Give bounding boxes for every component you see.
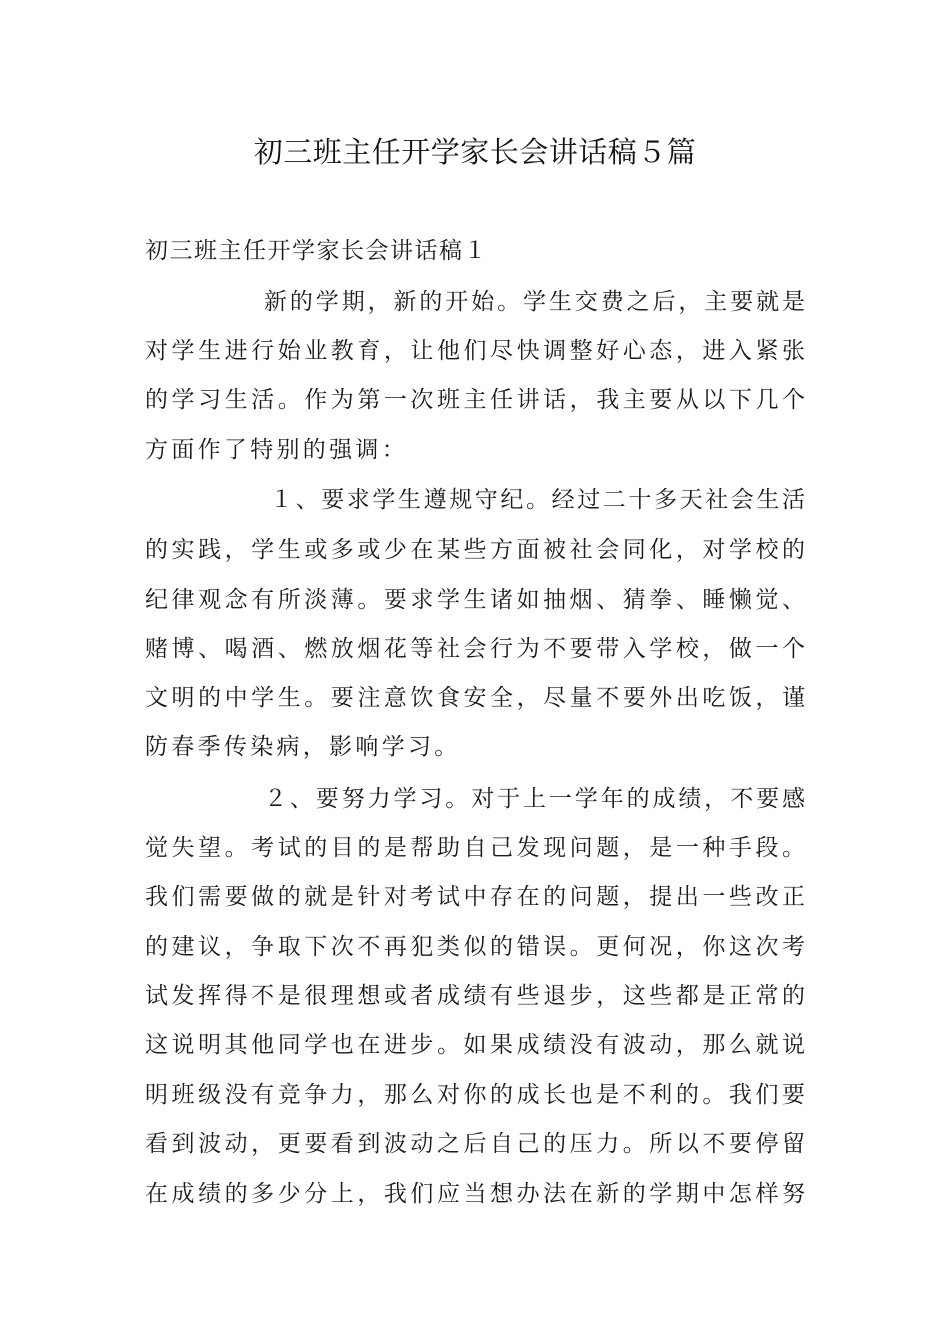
paragraph-line: 的实践，学生或多或少在某些方面被社会同化，对学校的	[145, 537, 805, 563]
paragraph-line: 觉失望。考试的目的是帮助自己发现问题，是一种手段。	[145, 835, 805, 861]
paragraph-line: 在成绩的多少分上，我们应当想办法在新的学期中怎样努	[145, 1181, 805, 1207]
paragraph-line: 文明的中学生。要注意饮食安全，尽量不要外出吃饭，谨	[145, 685, 805, 711]
paragraph-line: 纪律观念有所淡薄。要求学生诸如抽烟、猜拳、睡懒觉、	[145, 587, 805, 613]
document-title: 初三班主任开学家长会讲话稿５篇	[253, 135, 697, 169]
paragraph-line: 新的学期，新的开始。学生交费之后，主要就是	[264, 289, 805, 315]
paragraph-line: 赌博、喝酒、燃放烟花等社会行为不要带入学校，做一个	[145, 636, 805, 662]
paragraph-line: 我们需要做的就是针对考试中存在的问题，提出一些改正	[145, 884, 805, 910]
paragraph-line: 对学生进行始业教育，让他们尽快调整好心态，进入紧张	[145, 338, 805, 364]
paragraph-line: ２、要努力学习。对于上一学年的成绩，不要感	[264, 786, 805, 812]
paragraph-line: １、要求学生遵规守纪。经过二十多天社会生活	[270, 487, 805, 513]
paragraph-line: 防春季传染病，影响学习。	[145, 734, 461, 760]
paragraph-line: 明班级没有竞争力，那么对你的成长也是不利的。我们要	[145, 1082, 805, 1108]
paragraph-line: 方面作了特别的强调：	[145, 437, 408, 463]
section-heading: 初三班主任开学家长会讲话稿１	[145, 238, 488, 264]
paragraph-line: 看到波动，更要看到波动之后自己的压力。所以不要停留	[145, 1131, 805, 1157]
paragraph-line: 的学习生活。作为第一次班主任讲话，我主要从以下几个	[145, 387, 805, 413]
paragraph-line: 的建议，争取下次不再犯类似的错误。更何况，你这次考	[145, 934, 805, 960]
paragraph-line: 这说明其他同学也在进步。如果成绩没有波动，那么就说	[145, 1032, 805, 1058]
paragraph-line: 试发挥得不是很理想或者成绩有些退步，这些都是正常的	[145, 983, 805, 1009]
